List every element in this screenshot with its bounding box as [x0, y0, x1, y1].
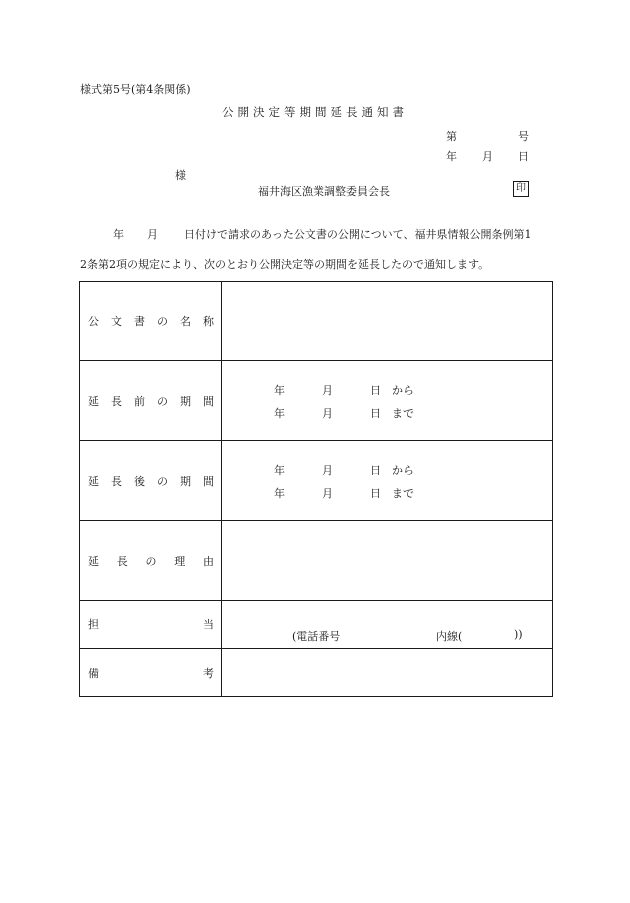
value-remarks[interactable]: [222, 649, 553, 697]
label-document-name: 公 文 書 の 名 称: [80, 282, 222, 361]
date-day: 日: [518, 150, 529, 163]
label-reason: 延 長 の 理 由: [80, 521, 222, 601]
label-period-after: 延 長 後 の 期 間: [80, 441, 222, 521]
number-suffix: 号: [518, 130, 529, 143]
value-reason[interactable]: [222, 521, 553, 601]
number-prefix: 第: [446, 130, 457, 143]
form-number: 様式第5号(第4条関係): [80, 83, 191, 96]
table-row: [80, 521, 553, 601]
body-line-2: 2条第2項の規定により、次のとおり公開決定等の期間を延長したので通知します。: [80, 258, 490, 271]
value-document-name[interactable]: [222, 282, 553, 361]
addressee-honorific: 様: [175, 169, 186, 182]
period-after-to: 年 月 日 まで: [274, 487, 414, 500]
body-year: 年: [113, 228, 124, 241]
value-period-after[interactable]: [222, 441, 553, 521]
phone-label: (電話番号: [292, 630, 341, 643]
notice-table: [79, 281, 553, 697]
value-person-in-charge[interactable]: [222, 601, 553, 649]
label-period-before: 延 長 前 の 期 間: [80, 361, 222, 441]
document-title: 公開決定等期間延長通知書: [222, 105, 408, 119]
table-row: [80, 361, 553, 441]
table-row: [80, 649, 553, 697]
body-text-1: 日付けで請求のあった公文書の公開について、福井県情報公開条例第1: [184, 228, 532, 241]
extension-close: )): [514, 628, 523, 641]
label-person-in-charge: 担 当: [80, 601, 222, 649]
sender-name: 福井海区漁業調整委員会長: [258, 185, 390, 198]
seal-mark: 印: [513, 181, 529, 197]
label-remarks: 備 考: [80, 649, 222, 697]
date-year: 年: [446, 150, 457, 163]
period-before-from: 年 月 日 から: [274, 384, 414, 397]
table-row: [80, 441, 553, 521]
date-month: 月: [482, 150, 493, 163]
extension-label: 内線(: [436, 630, 463, 643]
body-month: 月: [147, 228, 158, 241]
table-row: [80, 282, 553, 361]
value-period-before[interactable]: [222, 361, 553, 441]
period-before-to: 年 月 日 まで: [274, 407, 414, 420]
table-row: [80, 601, 553, 649]
period-after-from: 年 月 日 から: [274, 464, 414, 477]
